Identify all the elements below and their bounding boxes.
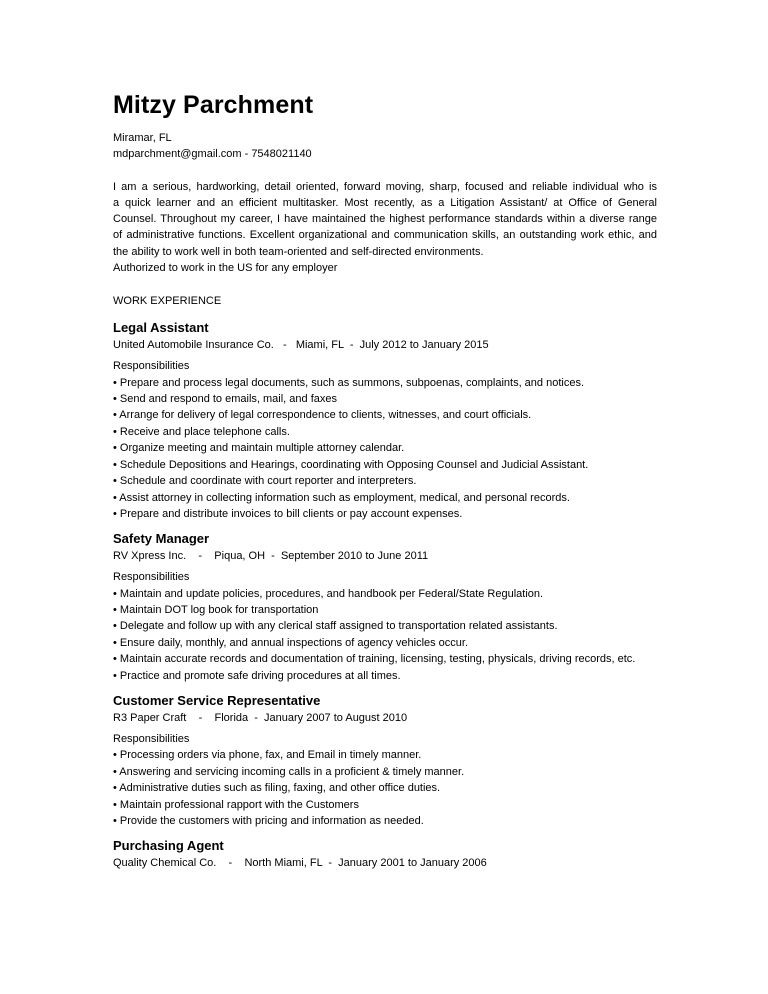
list-item: • Prepare and distribute invoices to bill clients or pay account expenses. [113, 507, 463, 520]
list-item: • Answering and servicing incoming calls in a proficient & timely manner. [113, 765, 465, 778]
job-company: R3 Paper Craft [113, 712, 187, 725]
job-title: Customer Service Representative [113, 693, 321, 709]
job-dates: January 2007 to August 2010 [264, 712, 408, 725]
summary-line: I am a serious, hardworking, detail oriented, forward moving, sharp, focused and reliable individual who is [113, 180, 657, 193]
list-item: • Practice and promote safe driving procedures at all times. [113, 669, 401, 682]
list-item: • Receive and place telephone calls. [113, 425, 290, 438]
job-entry [113, 319, 657, 522]
responsibilities-label: Responsibilities [113, 571, 190, 584]
job-entry [113, 837, 657, 871]
list-item: • Administrative duties such as filing, faxing, and other office duties. [113, 782, 441, 795]
list-item: • Arrange for delivery of legal correspondence to clients, witnesses, and court officials. [113, 409, 532, 422]
job-meta: Quality Chemical Co. - North Miami, FL - January 2001 to January 2006 [113, 857, 487, 870]
list-item: • Schedule Depositions and Hearings, coordinating with Opposing Counsel and Judicial Assistant. [113, 458, 589, 471]
job-company: United Automobile Insurance Co. [113, 339, 274, 352]
list-item: • Delegate and follow up with any clerical staff assigned to transportation related assistants. [113, 620, 558, 633]
job-dates: July 2012 to January 2015 [359, 339, 489, 352]
list-item: • Maintain accurate records and documentation of training, licensing, testing, physicals, driving records, etc. [113, 653, 636, 666]
responsibilities-list [113, 375, 657, 523]
responsibilities-list [113, 586, 657, 684]
job-title: Legal Assistant [113, 320, 209, 336]
resume-page [113, 90, 657, 871]
job-meta: R3 Paper Craft - Florida - January 2007 to August 2010 [113, 712, 408, 725]
summary-line: of administrative functions. Excellent organizational and communication skills, an outstanding work ethic, and [113, 229, 657, 242]
candidate-contact: mdparchment@gmail.com - 7548021140 [113, 148, 312, 161]
summary-section [113, 179, 657, 277]
work-authorization: Authorized to work in the US for any employer [113, 262, 338, 275]
candidate-name: Mitzy Parchment [113, 91, 314, 119]
list-item: • Schedule and coordinate with court reporter and interpreters. [113, 475, 417, 488]
summary-line: Counsel. Throughout my career, I have maintained the highest performance standards within a diverse range [113, 213, 657, 226]
job-entry [113, 530, 657, 684]
candidate-location: Miramar, FL [113, 132, 172, 144]
work-experience-heading: WORK EXPERIENCE [113, 295, 222, 308]
list-item: • Assist attorney in collecting information such as employment, medical, and personal records. [113, 491, 570, 504]
list-item: • Prepare and process legal documents, such as summons, subpoenas, complaints, and notices. [113, 376, 584, 389]
list-item: • Provide the customers with pricing and information as needed. [113, 814, 424, 827]
job-dates: September 2010 to June 2011 [280, 550, 429, 563]
list-item: • Send and respond to emails, mail, and faxes [113, 393, 337, 406]
job-dates: January 2001 to January 2006 [338, 857, 487, 870]
job-title: Purchasing Agent [113, 838, 224, 854]
job-location: Miami, FL [295, 339, 344, 352]
responsibilities-label: Responsibilities [113, 733, 190, 746]
job-meta: RV Xpress Inc. - Piqua, OH - September 2010 to June 2011 [113, 550, 429, 563]
job-company: RV Xpress Inc. [113, 550, 187, 563]
job-location: North Miami, FL [244, 857, 323, 870]
list-item: • Organize meeting and maintain multiple attorney calendar. [113, 442, 405, 455]
responsibilities-list [113, 747, 657, 829]
job-title: Safety Manager [113, 531, 210, 547]
list-item: • Processing orders via phone, fax, and Email in timely manner. [113, 749, 422, 762]
summary-line: a quick learner and an efficient multitasker. Most recently, as a Litigation Assistant/ at Office of General [113, 196, 657, 209]
list-item: • Maintain DOT log book for transportation [113, 604, 319, 617]
job-entry [113, 692, 657, 829]
list-item: • Maintain and update policies, procedures, and handbook per Federal/State Regulation. [113, 587, 544, 600]
responsibilities-label: Responsibilities [113, 360, 190, 373]
list-item: • Ensure daily, monthly, and annual inspections of agency vehicles occur. [113, 636, 469, 649]
summary-line: the ability to work well in both team-oriented and self-directed environments. [113, 245, 484, 258]
list-item: • Maintain professional rapport with the Customers [113, 798, 359, 811]
job-meta: United Automobile Insurance Co. - Miami, FL - July 2012 to January 2015 [113, 339, 489, 352]
job-location: Florida [214, 712, 249, 725]
job-location: Piqua, OH [214, 550, 266, 563]
job-company: Quality Chemical Co. [113, 857, 217, 870]
